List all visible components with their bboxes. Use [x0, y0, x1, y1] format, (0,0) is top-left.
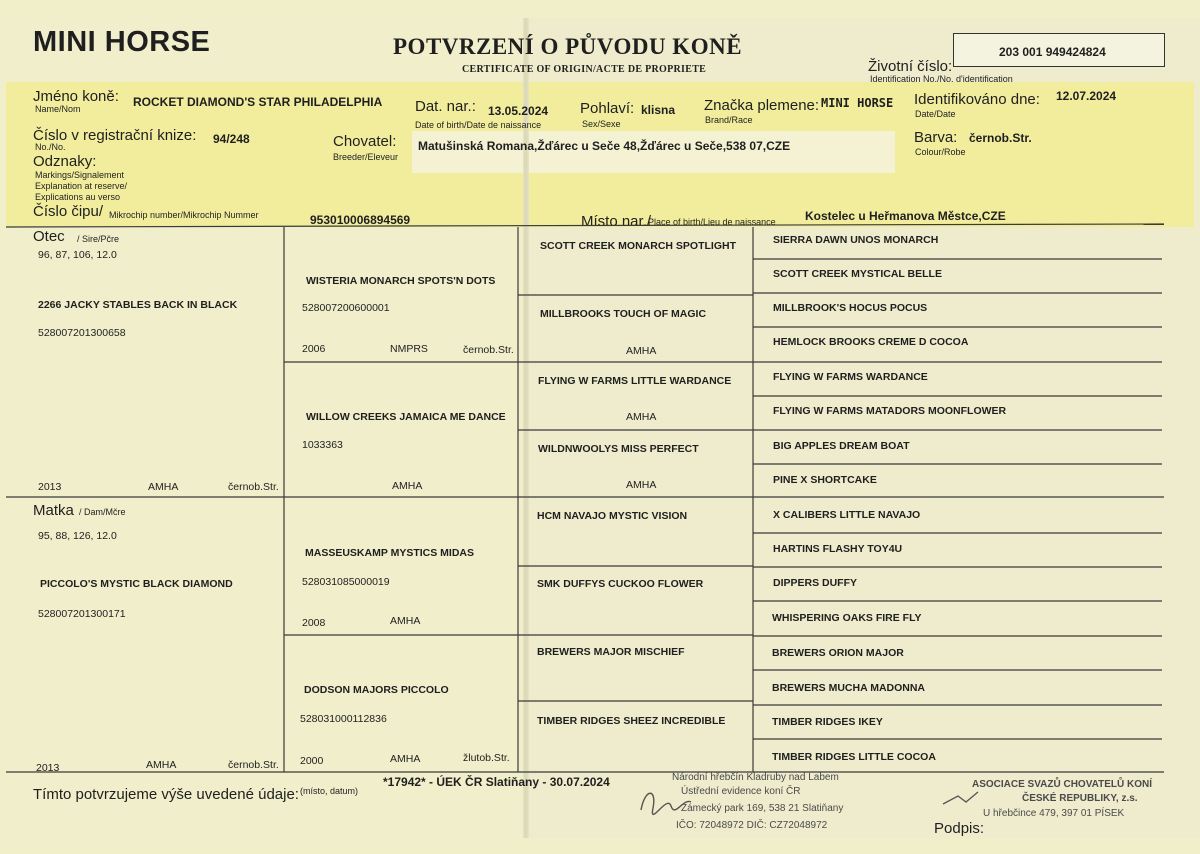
sex-label: Pohlaví: [580, 100, 635, 117]
breeder-sublabel: Breeder/Eleveur [333, 152, 399, 162]
gen4-name-13: BREWERS ORION MAJOR [772, 647, 904, 659]
gen4-name-3: MILLBROOK'S HOCUS POCUS [773, 302, 928, 314]
gen4-name-2: SCOTT CREEK MYSTICAL BELLE [773, 268, 942, 280]
registration-label: Číslo v registrační knize: [33, 127, 197, 144]
stamp-right-line-1: ASOCIACE SVAZŮ CHOVATELŮ KONÍ [972, 779, 1153, 790]
markings-sublabel-1: Markings/Signalement [35, 170, 125, 180]
life-number-value: 203 001 949424824 [999, 45, 1106, 59]
sire-year: 2013 [38, 481, 62, 493]
stamp-right-line-3: U hřebčince 479, 397 01 PÍSEK [983, 808, 1125, 819]
sex-sublabel: Sex/Sexe [582, 119, 621, 129]
registration-value: 94/248 [213, 132, 250, 146]
signature-label: Podpis: [934, 820, 985, 837]
gen3-name-7: BREWERS MAJOR MISCHIEF [537, 646, 685, 658]
gen4-name-6: FLYING W FARMS MATADORS MOONFLOWER [773, 405, 1007, 417]
signature-mark [940, 788, 980, 810]
gen2-year-1: 2006 [302, 343, 326, 355]
sire-studbook: AMHA [148, 481, 179, 493]
stamp-right-line-2: ČESKÉ REPUBLIKY, z.s. [1022, 793, 1138, 804]
confirmation-value: *17942* - ÚEK ČR Slatiňany - 30.07.2024 [383, 775, 610, 789]
gen4-name-11: DIPPERS DUFFY [773, 577, 858, 589]
horse-name: ROCKET DIAMOND'S STAR PHILADELPHIA [133, 95, 383, 109]
gen2-color-1: černob.Str. [463, 344, 514, 356]
gen2-year-3: 2008 [302, 617, 326, 629]
gen2-book-1: NMPRS [390, 343, 428, 355]
brand-heading: MINI HORSE [33, 26, 211, 58]
breed-value: MINI HORSE [821, 96, 894, 110]
gen3-name-8: TIMBER RIDGES SHEEZ INCREDIBLE [537, 715, 726, 727]
dam-studbook: AMHA [146, 759, 177, 771]
markings-sublabel-3: Explications au verso [35, 192, 121, 202]
dam-id: 528007201300171 [38, 608, 126, 620]
markings-label: Odznaky: [33, 153, 97, 170]
gen2-name-3: MASSEUSKAMP MYSTICS MIDAS [305, 547, 474, 559]
birthplace-sublabel: Place of birth/Lieu de naissance [648, 217, 776, 227]
sire-label: Otec [33, 228, 65, 245]
document-subtitle: CERTIFICATE OF ORIGIN/ACTE DE PROPRIETE [462, 64, 707, 75]
dam-year: 2013 [36, 762, 60, 774]
gen4-name-12: WHISPERING OAKS FIRE FLY [772, 612, 922, 624]
breeder-value: Matušinská Romana,Žďárec u Seče 48,Žďárec u Seče,538 07,CZE [418, 139, 791, 153]
identified-sublabel: Date/Date [915, 109, 956, 119]
gen4-name-4: HEMLOCK BROOKS CREME D COCOA [773, 336, 969, 348]
sire-name: 2266 JACKY STABLES BACK IN BLACK [38, 299, 238, 311]
dam-sublabel: / Dam/Mčre [79, 507, 126, 517]
sire-id: 528007201300658 [38, 327, 126, 339]
gen4-name-9: X CALIBERS LITTLE NAVAJO [773, 509, 921, 521]
dam-label: Matka [33, 502, 74, 519]
sire-measures: 96, 87, 106, 12.0 [38, 249, 117, 261]
breeder-label: Chovatel: [333, 133, 397, 150]
gen3-name-4: WILDNWOOLYS MISS PERFECT [538, 443, 699, 455]
gen2-id-4: 528031000112836 [300, 713, 387, 725]
birthplace-label: Místo nar./ [581, 213, 652, 230]
stamp-left-line-4: IČO: 72048972 DIČ: CZ72048972 [676, 820, 828, 831]
document-title: POTVRZENÍ O PŮVODU KONĚ [393, 34, 743, 59]
gen4-name-15: TIMBER RIDGES IKEY [772, 716, 883, 728]
signature-scribble [635, 780, 695, 820]
dob-sublabel: Date of birth/Date de naissance [415, 120, 542, 130]
sex-value: klisna [641, 103, 676, 117]
dam-name: PICCOLO'S MYSTIC BLACK DIAMOND [40, 578, 233, 590]
registration-sublabel: No./No. [35, 142, 66, 152]
gen4-name-10: HARTINS FLASHY TOY4U [773, 543, 903, 555]
gen2-book-3: AMHA [390, 615, 421, 627]
gen2-id-3: 528031085000019 [302, 576, 390, 588]
confirmation-sublabel: (místo, datum) [300, 786, 359, 796]
gen2-year-4: 2000 [300, 755, 324, 767]
stamp-left-line-1: Národní hřebčín Kladruby nad Labem [672, 772, 839, 783]
gen2-color-4: žlutob.Str. [463, 752, 510, 764]
gen4-name-16: TIMBER RIDGES LITTLE COCOA [772, 751, 936, 763]
chip-label: Číslo čipu/ [33, 203, 104, 220]
breed-sublabel: Brand/Race [705, 115, 753, 125]
identified-value: 12.07.2024 [1056, 89, 1117, 103]
gen2-name-1: WISTERIA MONARCH SPOTS'N DOTS [306, 275, 496, 287]
color-label: Barva: [914, 129, 958, 146]
gen2-id-1: 528007200600001 [302, 302, 390, 314]
name-sublabel: Name/Nom [35, 104, 81, 114]
gen4-name-8: PINE X SHORTCAKE [773, 474, 877, 486]
gen2-id-2: 1033363 [302, 439, 343, 451]
dob-label: Dat. nar.: [415, 98, 476, 115]
birthplace-value: Kostelec u Heřmanova Městce,CZE [805, 209, 1006, 223]
life-number-label: Životní číslo: [868, 58, 953, 75]
gen3-book-4: AMHA [626, 479, 657, 491]
gen3-book-2: AMHA [626, 345, 657, 357]
color-value: černob.Str. [969, 131, 1032, 145]
gen2-book-4: AMHA [390, 753, 421, 765]
gen3-name-6: SMK DUFFYS CUCKOO FLOWER [537, 578, 704, 590]
gen3-name-3: FLYING W FARMS LITTLE WARDANCE [538, 375, 732, 387]
stamp-left-line-2: Ústřední evidence koní ČR [681, 786, 801, 797]
chip-value: 953010006894569 [310, 213, 411, 227]
gen2-book-2: AMHA [392, 480, 423, 492]
gen3-book-3: AMHA [626, 411, 657, 423]
color-sublabel: Colour/Robe [915, 147, 966, 157]
gen2-name-2: WILLOW CREEKS JAMAICA ME DANCE [306, 411, 506, 423]
identified-label: Identifikováno dne: [914, 91, 1040, 108]
gen4-name-14: BREWERS MUCHA MADONNA [772, 682, 926, 694]
life-number-sublabel: Identification No./No. d'identification [870, 74, 1013, 84]
gen4-name-1: SIERRA DAWN UNOS MONARCH [773, 234, 939, 246]
sire-sublabel: / Sire/Pčre [77, 234, 120, 244]
life-number-box [953, 33, 1165, 67]
gen3-name-5: HCM NAVAJO MYSTIC VISION [537, 510, 688, 522]
breed-label: Značka plemene: [704, 97, 820, 114]
sire-color: černob.Str. [228, 481, 279, 493]
gen4-name-5: FLYING W FARMS WARDANCE [773, 371, 928, 383]
gen4-name-7: BIG APPLES DREAM BOAT [773, 440, 910, 452]
chip-sublabel: Mikrochip number/Mikrochip Nummer [109, 210, 259, 220]
stamp-left-line-3: Zámecký park 169, 538 21 Slatiňany [681, 803, 844, 814]
confirmation-label: Tímto potvrzujeme výše uvedené údaje: [33, 786, 299, 803]
markings-sublabel-2: Explanation at reserve/ [35, 181, 128, 191]
dam-measures: 95, 88, 126, 12.0 [38, 530, 117, 542]
dob-value: 13.05.2024 [488, 104, 549, 118]
name-label: Jméno koně: [33, 88, 119, 105]
gen3-name-1: SCOTT CREEK MONARCH SPOTLIGHT [540, 240, 736, 252]
gen3-name-2: MILLBROOKS TOUCH OF MAGIC [540, 308, 707, 320]
gen2-name-4: DODSON MAJORS PICCOLO [304, 684, 449, 696]
dam-color: černob.Str. [228, 759, 279, 771]
